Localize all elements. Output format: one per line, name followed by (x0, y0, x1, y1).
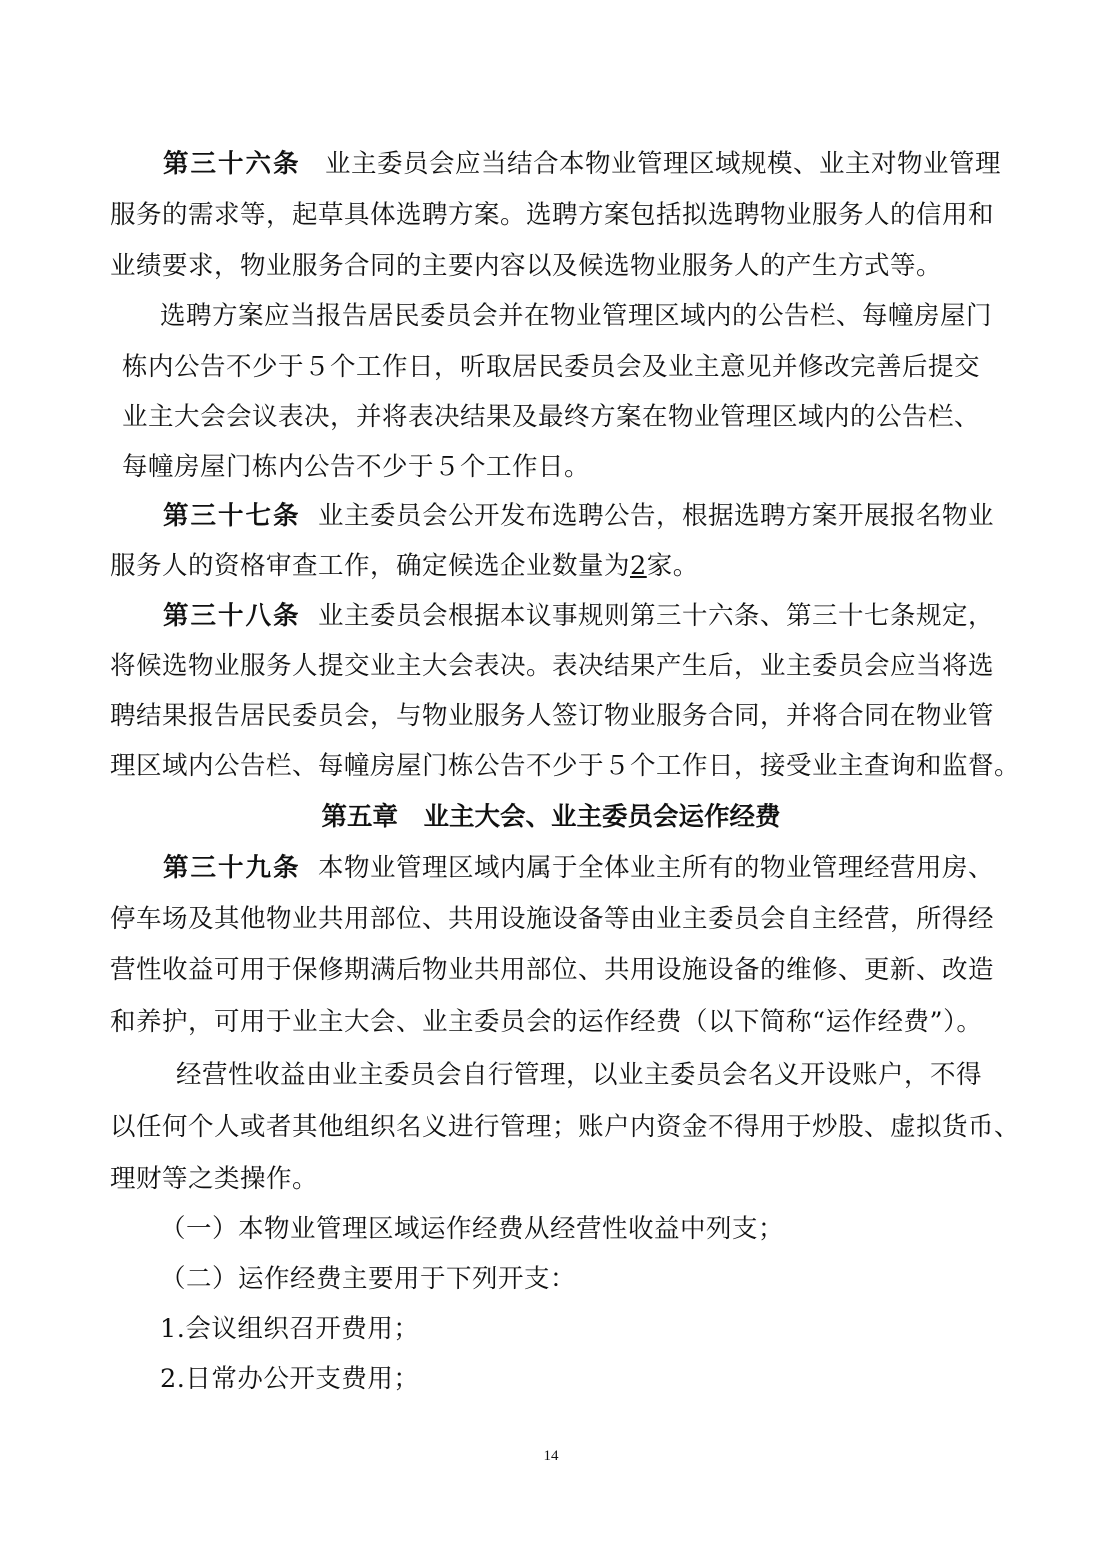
article-39-sub-item-2 (0, 1359, 1102, 1399)
article-38-line-4 (0, 746, 1102, 786)
article-38-line-2 (0, 646, 1102, 686)
article-39-para-2-line-1 (0, 1055, 1102, 1095)
article-39-item-1-text: （一）本物业管理区域运作经费从经营性收益中列支； (160, 1214, 785, 1244)
article-37-line-2 (0, 546, 1102, 586)
article-36-text-2: 服务的需求等，起草具体选聘方案。选聘方案包括拟选聘物业服务人的信用和 (110, 200, 995, 230)
article-39-para-2-line-3 (0, 1159, 1102, 1199)
article-38-line-1 (0, 596, 1102, 636)
candidate-count: 2 (630, 551, 647, 581)
article-36-para-2-line-2 (0, 347, 1102, 387)
article-39-sub-item-1-text: 1.会议组织召开费用； (160, 1314, 420, 1344)
article-36-line-2 (0, 195, 1102, 235)
article-36-para-2-text-2: 栋内公告不少于５个工作日，听取居民委员会及业主意见并修改完善后提交 (122, 352, 981, 382)
article-36-para-2-text-1: 选聘方案应当报告居民委员会并在物业管理区域内的公告栏、每幢房屋门 (160, 301, 993, 331)
article-39-text-3: 营性收益可用于保修期满后物业共用部位、共用设施设备的维修、更新、改造 (110, 955, 995, 985)
article-36-para-2-text-3: 业主大会会议表决，并将表决结果及最终方案在物业管理区域内的公告栏、 (122, 402, 981, 432)
article-37-line-2-content (110, 546, 699, 586)
article-36-para-2-line-1 (0, 296, 1102, 336)
article-39-line-2 (0, 899, 1102, 939)
article-38-text-2: 将候选物业服务人提交业主大会表决。表决结果产生后，业主委员会应当将选 (110, 651, 995, 681)
article-39-text-2: 停车场及其他物业共用部位、共用设施设备等由业主委员会自主经营，所得经 (110, 904, 995, 934)
article-39-para-2-text-2: 以任何个人或者其他组织名义进行管理；账户内资金不得用于炒股、虚拟货币、 (110, 1112, 1021, 1142)
article-36-line-3 (0, 246, 1102, 286)
article-36-para-2-line-3 (0, 397, 1102, 437)
article-39-sub-item-2-text: 2.日常办公开支费用； (160, 1364, 420, 1394)
article-39-line-1 (0, 848, 1102, 888)
article-39-text-4: 和养护，可用于业主大会、业主委员会的运作经费（以下简称“运作经费”）。 (110, 1007, 983, 1037)
article-38-line-3 (0, 696, 1102, 736)
article-39-item-2-text: （二）运作经费主要用于下列开支： (160, 1264, 577, 1294)
article-38-text-1: 业主委员会根据本议事规则第三十六条、第三十七条规定， (318, 601, 995, 631)
article-37-line-1 (0, 496, 1102, 536)
article-39-label: 第三十九条 (163, 853, 301, 883)
article-36-text-1: 业主委员会应当结合本物业管理区域规模、业主对物业管理 (325, 149, 1002, 179)
article-36-text-3: 业绩要求，物业服务合同的主要内容以及候选物业服务人的产生方式等。 (110, 251, 943, 281)
article-39-item-1 (0, 1209, 1102, 1249)
article-39-para-2-text-3: 理财等之类操作。 (110, 1164, 319, 1194)
article-39-para-2-line-2 (0, 1107, 1102, 1147)
article-37-label: 第三十七条 (163, 501, 301, 531)
article-39-line-4 (0, 1002, 1102, 1042)
article-39-line-3 (0, 950, 1102, 990)
article-38-text-4: 理区域内公告栏、每幢房屋门栋公告不少于５个工作日，接受业主查询和监督。 (110, 751, 1021, 781)
article-36-para-2-line-4 (0, 447, 1102, 487)
article-36-line-1 (0, 144, 1102, 184)
article-37-text-2b: 家。 (646, 551, 699, 581)
article-37-text-2a: 服务人的资格审查工作，确定候选企业数量为 (110, 551, 631, 581)
page-number: 14 (543, 1448, 559, 1464)
article-39-sub-item-1 (0, 1309, 1102, 1349)
article-36-para-2-text-4: 每幢房屋门栋内公告不少于５个工作日。 (122, 452, 591, 482)
article-37-text-1: 业主委员会公开发布选聘公告，根据选聘方案开展报名物业 (318, 501, 995, 531)
article-36-label: 第三十六条 (163, 149, 301, 179)
article-38-label: 第三十八条 (163, 601, 301, 631)
article-38-text-3: 聘结果报告居民委员会，与物业服务人签订物业服务合同，并将合同在物业管 (110, 701, 995, 731)
article-39-item-2 (0, 1259, 1102, 1299)
article-39-text-1: 本物业管理区域内属于全体业主所有的物业管理经营用房、 (318, 853, 995, 883)
article-39-para-2-text-1: 经营性收益由业主委员会自行管理，以业主委员会名义开设账户，不得 (176, 1060, 983, 1090)
chapter-5-heading: 第五章 业主大会、业主委员会运作经费 (321, 802, 781, 832)
